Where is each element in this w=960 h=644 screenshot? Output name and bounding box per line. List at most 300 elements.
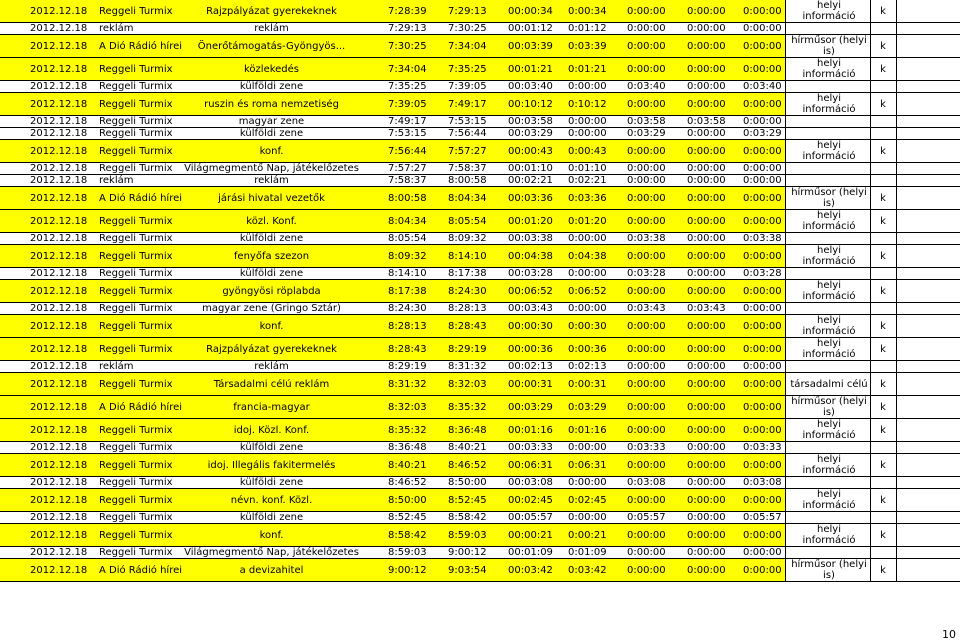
hungarian-music-cell: 0:00:00	[687, 529, 726, 541]
duration-cell: 00:01:21	[508, 63, 553, 75]
date-cell: 2012.12.18	[30, 128, 88, 139]
table-row	[0, 93, 960, 116]
end-time-cell: 8:36:48	[448, 424, 487, 436]
k-marker-cell: k	[880, 529, 886, 541]
speech-duration-cell: 0:03:36	[568, 192, 607, 204]
k-marker-cell: k	[880, 285, 886, 297]
foreign-music-cell: 0:00:00	[743, 116, 782, 127]
k-marker-cell: k	[880, 98, 886, 110]
start-time-cell: 7:49:17	[388, 116, 427, 127]
music-duration-cell: 0:00:00	[627, 145, 666, 157]
foreign-music-cell: 0:00:00	[743, 63, 782, 75]
category-cell	[790, 442, 868, 453]
program-cell: Reggeli Turmix	[99, 233, 173, 244]
hungarian-music-cell: 0:00:00	[687, 477, 726, 488]
k-marker-cell	[876, 233, 890, 244]
hungarian-music-cell: 0:00:00	[687, 494, 726, 506]
hungarian-music-cell: 0:00:00	[687, 361, 726, 372]
title-cell: külföldi zene	[239, 477, 304, 488]
k-marker-cell: k	[880, 401, 886, 413]
end-time-cell: 8:28:13	[448, 303, 487, 314]
k-marker-cell: k	[880, 424, 886, 436]
start-time-cell: 8:17:38	[388, 285, 427, 297]
title-cell: közl. Konf.	[246, 215, 297, 227]
title-cell: a devizahitel	[239, 564, 304, 576]
foreign-music-cell: 0:00:00	[743, 250, 782, 262]
hungarian-music-cell: 0:00:00	[687, 63, 726, 75]
k-marker-cell	[876, 128, 890, 139]
end-time-cell: 8:31:32	[448, 361, 487, 372]
start-time-cell: 8:36:48	[388, 442, 427, 453]
table-row	[0, 23, 960, 35]
foreign-music-cell: 0:03:29	[743, 128, 782, 139]
duration-cell: 00:02:45	[508, 494, 553, 506]
music-duration-cell: 0:03:28	[627, 268, 666, 279]
end-time-cell: 8:14:10	[448, 250, 487, 262]
end-time-cell: 8:29:19	[448, 343, 487, 355]
hungarian-music-cell: 0:00:00	[687, 163, 726, 174]
date-cell: 2012.12.18	[30, 547, 88, 558]
program-cell: Reggeli Turmix	[99, 459, 173, 471]
end-time-cell: 7:29:13	[448, 5, 487, 17]
k-marker-cell: k	[880, 378, 886, 390]
foreign-music-cell: 0:00:00	[743, 494, 782, 506]
program-cell: Reggeli Turmix	[99, 303, 173, 314]
duration-cell: 00:03:39	[508, 40, 553, 52]
k-marker-cell: k	[880, 564, 886, 576]
music-duration-cell: 0:00:00	[627, 320, 666, 332]
hungarian-music-cell: 0:00:00	[687, 320, 726, 332]
duration-cell: 00:00:34	[508, 5, 553, 17]
foreign-music-cell: 0:00:00	[743, 529, 782, 541]
duration-cell: 00:03:33	[508, 442, 553, 453]
hungarian-music-cell: 0:00:00	[687, 250, 726, 262]
start-time-cell: 9:00:12	[388, 564, 427, 576]
program-cell: Reggeli Turmix	[99, 547, 173, 558]
speech-duration-cell: 0:00:00	[568, 233, 607, 244]
duration-cell: 00:01:10	[508, 163, 553, 174]
k-marker-cell: k	[880, 494, 886, 506]
duration-cell: 00:00:36	[508, 343, 553, 355]
hungarian-music-cell: 0:00:00	[687, 285, 726, 297]
hungarian-music-cell: 0:00:00	[687, 459, 726, 471]
speech-duration-cell: 0:00:21	[568, 529, 607, 541]
duration-cell: 00:06:31	[508, 459, 553, 471]
program-cell: Reggeli Turmix	[99, 268, 173, 279]
hungarian-music-cell: 0:00:00	[687, 175, 726, 186]
date-cell: 2012.12.18	[30, 303, 88, 314]
category-cell	[790, 268, 868, 279]
title-cell: külföldi zene	[239, 268, 304, 279]
music-duration-cell: 0:00:00	[627, 98, 666, 110]
music-duration-cell: 0:00:00	[627, 547, 666, 558]
table-row	[0, 373, 960, 396]
date-cell: 2012.12.18	[30, 401, 88, 413]
end-time-cell: 8:05:54	[448, 215, 487, 227]
start-time-cell: 8:04:34	[388, 215, 427, 227]
duration-cell: 00:01:16	[508, 424, 553, 436]
end-time-cell: 7:56:44	[448, 128, 487, 139]
date-cell: 2012.12.18	[30, 512, 88, 523]
category-cell	[790, 23, 868, 34]
duration-cell: 00:03:08	[508, 477, 553, 488]
music-duration-cell: 0:03:38	[627, 233, 666, 244]
separator-line	[896, 0, 897, 582]
title-cell: konf.	[259, 320, 284, 332]
speech-duration-cell: 0:00:00	[568, 512, 607, 523]
title-cell: reklám	[254, 361, 289, 372]
start-time-cell: 8:50:00	[388, 494, 427, 506]
category-cell: hírműsor (helyi is)	[791, 396, 867, 418]
foreign-music-cell: 0:03:28	[743, 268, 782, 279]
hungarian-music-cell: 0:00:00	[687, 192, 726, 204]
hungarian-music-cell: 0:00:00	[687, 215, 726, 227]
date-cell: 2012.12.18	[30, 320, 88, 332]
speech-duration-cell: 0:00:30	[568, 320, 607, 332]
program-cell: Reggeli Turmix	[99, 343, 173, 355]
foreign-music-cell: 0:03:33	[743, 442, 782, 453]
hungarian-music-cell: 0:00:00	[687, 547, 726, 558]
k-marker-cell	[876, 442, 890, 453]
start-time-cell: 7:58:37	[388, 175, 427, 186]
title-cell: ruszin és roma nemzetiség	[204, 98, 339, 110]
category-cell: helyi információ	[802, 140, 856, 162]
category-cell	[790, 477, 868, 488]
speech-duration-cell: 0:01:10	[568, 163, 607, 174]
category-cell	[790, 547, 868, 558]
table-row	[0, 140, 960, 163]
end-time-cell: 8:50:00	[448, 477, 487, 488]
start-time-cell: 8:31:32	[388, 378, 427, 390]
program-cell: Reggeli Turmix	[99, 215, 173, 227]
program-cell: Reggeli Turmix	[99, 320, 173, 332]
program-cell: A Dió Rádió hírei	[99, 192, 183, 204]
speech-duration-cell: 0:01:20	[568, 215, 607, 227]
k-marker-cell	[876, 361, 890, 372]
music-duration-cell: 0:00:00	[627, 215, 666, 227]
end-time-cell: 8:52:45	[448, 494, 487, 506]
speech-duration-cell: 0:03:29	[568, 401, 607, 413]
title-cell: járási hivatal vezetők	[218, 192, 325, 204]
k-marker-cell: k	[880, 320, 886, 332]
hungarian-music-cell: 0:00:00	[687, 564, 726, 576]
title-cell: reklám	[254, 23, 289, 34]
program-cell: Reggeli Turmix	[99, 378, 173, 390]
table-row	[0, 315, 960, 338]
table-row	[0, 454, 960, 477]
title-cell: közlekedés	[243, 63, 300, 75]
duration-cell: 00:03:43	[508, 303, 553, 314]
k-marker-cell	[876, 303, 890, 314]
program-cell: Reggeli Turmix	[99, 128, 173, 139]
start-time-cell: 7:29:13	[388, 23, 427, 34]
table-row	[0, 128, 960, 140]
foreign-music-cell: 0:00:00	[743, 98, 782, 110]
foreign-music-cell: 0:00:00	[743, 215, 782, 227]
start-time-cell: 7:39:05	[388, 98, 427, 110]
table-row	[0, 303, 960, 315]
k-marker-cell: k	[880, 215, 886, 227]
speech-duration-cell: 0:01:21	[568, 63, 607, 75]
speech-duration-cell: 0:00:00	[568, 116, 607, 127]
program-cell: Reggeli Turmix	[99, 285, 173, 297]
category-cell: helyi információ	[802, 338, 856, 360]
end-time-cell: 7:35:25	[448, 63, 487, 75]
speech-duration-cell: 0:02:21	[568, 175, 607, 186]
music-duration-cell: 0:00:00	[627, 401, 666, 413]
table-row	[0, 396, 960, 419]
duration-cell: 00:02:21	[508, 175, 553, 186]
speech-duration-cell: 0:06:31	[568, 459, 607, 471]
program-cell: Reggeli Turmix	[99, 529, 173, 541]
speech-duration-cell: 0:00:34	[568, 5, 607, 17]
duration-cell: 00:02:13	[508, 361, 553, 372]
title-cell: Társadalmi célú reklám	[213, 378, 330, 390]
category-cell: helyi információ	[802, 280, 856, 302]
table-row	[0, 442, 960, 454]
table-row	[0, 489, 960, 512]
k-marker-cell	[876, 175, 890, 186]
music-duration-cell: 0:03:58	[627, 116, 666, 127]
foreign-music-cell: 0:00:00	[743, 175, 782, 186]
date-cell: 2012.12.18	[30, 361, 88, 372]
title-cell: reklám	[254, 175, 289, 186]
category-cell: helyi információ	[802, 524, 856, 546]
start-time-cell: 8:00:58	[388, 192, 427, 204]
end-time-cell: 8:59:03	[448, 529, 487, 541]
speech-duration-cell: 0:00:00	[568, 303, 607, 314]
end-time-cell: 7:34:04	[448, 40, 487, 52]
table-row	[0, 512, 960, 524]
start-time-cell: 8:14:10	[388, 268, 427, 279]
duration-cell: 00:06:52	[508, 285, 553, 297]
date-cell: 2012.12.18	[30, 459, 88, 471]
start-time-cell: 8:59:03	[388, 547, 427, 558]
table-row	[0, 35, 960, 58]
k-marker-cell: k	[880, 63, 886, 75]
end-time-cell: 9:03:54	[448, 564, 487, 576]
end-time-cell: 7:39:05	[448, 81, 487, 92]
foreign-music-cell: 0:00:00	[743, 145, 782, 157]
program-cell: A Dió Rádió hírei	[99, 564, 183, 576]
hungarian-music-cell: 0:00:00	[687, 424, 726, 436]
hungarian-music-cell: 0:00:00	[687, 5, 726, 17]
hungarian-music-cell: 0:00:00	[687, 442, 726, 453]
table-row	[0, 81, 960, 93]
foreign-music-cell: 0:00:00	[743, 564, 782, 576]
duration-cell: 00:03:29	[508, 401, 553, 413]
hungarian-music-cell: 0:00:00	[687, 23, 726, 34]
k-marker-cell: k	[880, 192, 886, 204]
end-time-cell: 8:17:38	[448, 268, 487, 279]
hungarian-music-cell: 0:00:00	[687, 145, 726, 157]
end-time-cell: 7:53:15	[448, 116, 487, 127]
date-cell: 2012.12.18	[30, 98, 88, 110]
music-duration-cell: 0:05:57	[627, 512, 666, 523]
table-row	[0, 210, 960, 233]
k-marker-cell: k	[880, 343, 886, 355]
table-row	[0, 187, 960, 210]
category-cell	[790, 361, 868, 372]
speech-duration-cell: 0:01:09	[568, 547, 607, 558]
table-row	[0, 58, 960, 81]
program-cell: Reggeli Turmix	[99, 494, 173, 506]
end-time-cell: 8:35:32	[448, 401, 487, 413]
date-cell: 2012.12.18	[30, 564, 88, 576]
end-time-cell: 8:28:43	[448, 320, 487, 332]
duration-cell: 00:03:29	[508, 128, 553, 139]
start-time-cell: 7:28:39	[388, 5, 427, 17]
speech-duration-cell: 0:02:45	[568, 494, 607, 506]
page-number: 10	[942, 628, 956, 641]
speech-duration-cell: 0:10:12	[568, 98, 607, 110]
foreign-music-cell: 0:00:00	[743, 320, 782, 332]
music-duration-cell: 0:00:00	[627, 424, 666, 436]
program-cell: Reggeli Turmix	[99, 98, 173, 110]
music-duration-cell: 0:00:00	[627, 40, 666, 52]
foreign-music-cell: 0:00:00	[743, 361, 782, 372]
speech-duration-cell: 0:00:00	[568, 128, 607, 139]
category-cell	[790, 81, 868, 92]
start-time-cell: 7:30:25	[388, 40, 427, 52]
speech-duration-cell: 0:00:00	[568, 442, 607, 453]
music-duration-cell: 0:00:00	[627, 23, 666, 34]
speech-duration-cell: 0:00:43	[568, 145, 607, 157]
start-time-cell: 8:32:03	[388, 401, 427, 413]
table-row	[0, 233, 960, 245]
k-marker-cell	[876, 268, 890, 279]
table-row	[0, 547, 960, 559]
start-time-cell: 8:28:13	[388, 320, 427, 332]
start-time-cell: 8:35:32	[388, 424, 427, 436]
program-cell: Reggeli Turmix	[99, 81, 173, 92]
speech-duration-cell: 0:00:00	[568, 81, 607, 92]
title-cell: konf.	[259, 145, 284, 157]
start-time-cell: 8:40:21	[388, 459, 427, 471]
category-cell	[790, 128, 868, 139]
title-cell: francia-magyar	[233, 401, 310, 413]
foreign-music-cell: 0:00:00	[743, 303, 782, 314]
title-cell: konf.	[259, 529, 284, 541]
end-time-cell: 8:09:32	[448, 233, 487, 244]
duration-cell: 00:10:12	[508, 98, 553, 110]
date-cell: 2012.12.18	[30, 163, 88, 174]
end-time-cell: 8:40:21	[448, 442, 487, 453]
foreign-music-cell: 0:00:00	[743, 192, 782, 204]
end-time-cell: 8:24:30	[448, 285, 487, 297]
duration-cell: 00:05:57	[508, 512, 553, 523]
date-cell: 2012.12.18	[30, 233, 88, 244]
duration-cell: 00:03:36	[508, 192, 553, 204]
title-cell: idoj. Közl. Konf.	[233, 424, 310, 436]
hungarian-music-cell: 0:00:00	[687, 401, 726, 413]
title-cell: gyöngyösi röplabda	[222, 285, 321, 297]
start-time-cell: 8:52:45	[388, 512, 427, 523]
program-cell: reklám	[99, 175, 134, 186]
table-row	[0, 477, 960, 489]
title-cell: fenyőfa szezon	[233, 250, 310, 262]
end-time-cell: 7:30:25	[448, 23, 487, 34]
music-duration-cell: 0:00:00	[627, 494, 666, 506]
date-cell: 2012.12.18	[30, 250, 88, 262]
hungarian-music-cell: 0:00:00	[687, 343, 726, 355]
title-cell: külföldi zene	[239, 128, 304, 139]
table-row	[0, 0, 960, 23]
duration-cell: 00:01:20	[508, 215, 553, 227]
k-marker-cell: k	[880, 250, 886, 262]
speech-duration-cell: 0:01:12	[568, 23, 607, 34]
music-duration-cell: 0:00:00	[627, 361, 666, 372]
program-cell: Reggeli Turmix	[99, 163, 173, 174]
program-cell: reklám	[99, 23, 134, 34]
speech-duration-cell: 0:04:38	[568, 250, 607, 262]
start-time-cell: 8:05:54	[388, 233, 427, 244]
foreign-music-cell: 0:00:00	[743, 547, 782, 558]
table-row	[0, 419, 960, 442]
category-cell	[790, 303, 868, 314]
start-time-cell: 8:09:32	[388, 250, 427, 262]
foreign-music-cell: 0:03:08	[743, 477, 782, 488]
title-cell: Rajzpályázat gyerekeknek	[206, 343, 337, 355]
foreign-music-cell: 0:03:38	[743, 233, 782, 244]
speech-duration-cell: 0:03:42	[568, 564, 607, 576]
title-cell: Világmegmentő Nap, játékelőzetes	[184, 163, 359, 174]
end-time-cell: 8:04:34	[448, 192, 487, 204]
category-cell	[790, 175, 868, 186]
hungarian-music-cell: 0:00:00	[687, 81, 726, 92]
category-cell: helyi információ	[802, 454, 856, 476]
k-marker-cell: k	[880, 5, 886, 17]
duration-cell: 00:00:43	[508, 145, 553, 157]
title-cell: névn. konf. Közl.	[230, 494, 313, 506]
program-cell: Reggeli Turmix	[99, 5, 173, 17]
start-time-cell: 8:46:52	[388, 477, 427, 488]
foreign-music-cell: 0:00:00	[743, 285, 782, 297]
end-time-cell: 7:58:37	[448, 163, 487, 174]
category-cell: helyi információ	[802, 315, 856, 337]
date-cell: 2012.12.18	[30, 424, 88, 436]
music-duration-cell: 0:03:29	[627, 128, 666, 139]
date-cell: 2012.12.18	[30, 63, 88, 75]
category-cell	[790, 233, 868, 244]
separator-line	[870, 0, 871, 582]
music-duration-cell: 0:00:00	[627, 5, 666, 17]
date-cell: 2012.12.18	[30, 477, 88, 488]
foreign-music-cell: 0:00:00	[743, 424, 782, 436]
hungarian-music-cell: 0:00:00	[687, 268, 726, 279]
hungarian-music-cell: 0:00:00	[687, 98, 726, 110]
start-time-cell: 7:53:15	[388, 128, 427, 139]
music-duration-cell: 0:03:08	[627, 477, 666, 488]
k-marker-cell	[876, 116, 890, 127]
foreign-music-cell: 0:03:40	[743, 81, 782, 92]
start-time-cell: 7:35:25	[388, 81, 427, 92]
title-cell: külföldi zene	[239, 233, 304, 244]
program-cell: Reggeli Turmix	[99, 116, 173, 127]
start-time-cell: 8:24:30	[388, 303, 427, 314]
speech-duration-cell: 0:01:16	[568, 424, 607, 436]
start-time-cell: 8:58:42	[388, 529, 427, 541]
foreign-music-cell: 0:00:00	[743, 343, 782, 355]
foreign-music-cell: 0:00:00	[743, 40, 782, 52]
hungarian-music-cell: 0:03:58	[687, 116, 726, 127]
speech-duration-cell: 0:00:00	[568, 477, 607, 488]
speech-duration-cell: 0:00:31	[568, 378, 607, 390]
category-cell: helyi információ	[802, 93, 856, 115]
table-row	[0, 163, 960, 175]
hungarian-music-cell: 0:00:00	[687, 512, 726, 523]
music-duration-cell: 0:00:00	[627, 163, 666, 174]
